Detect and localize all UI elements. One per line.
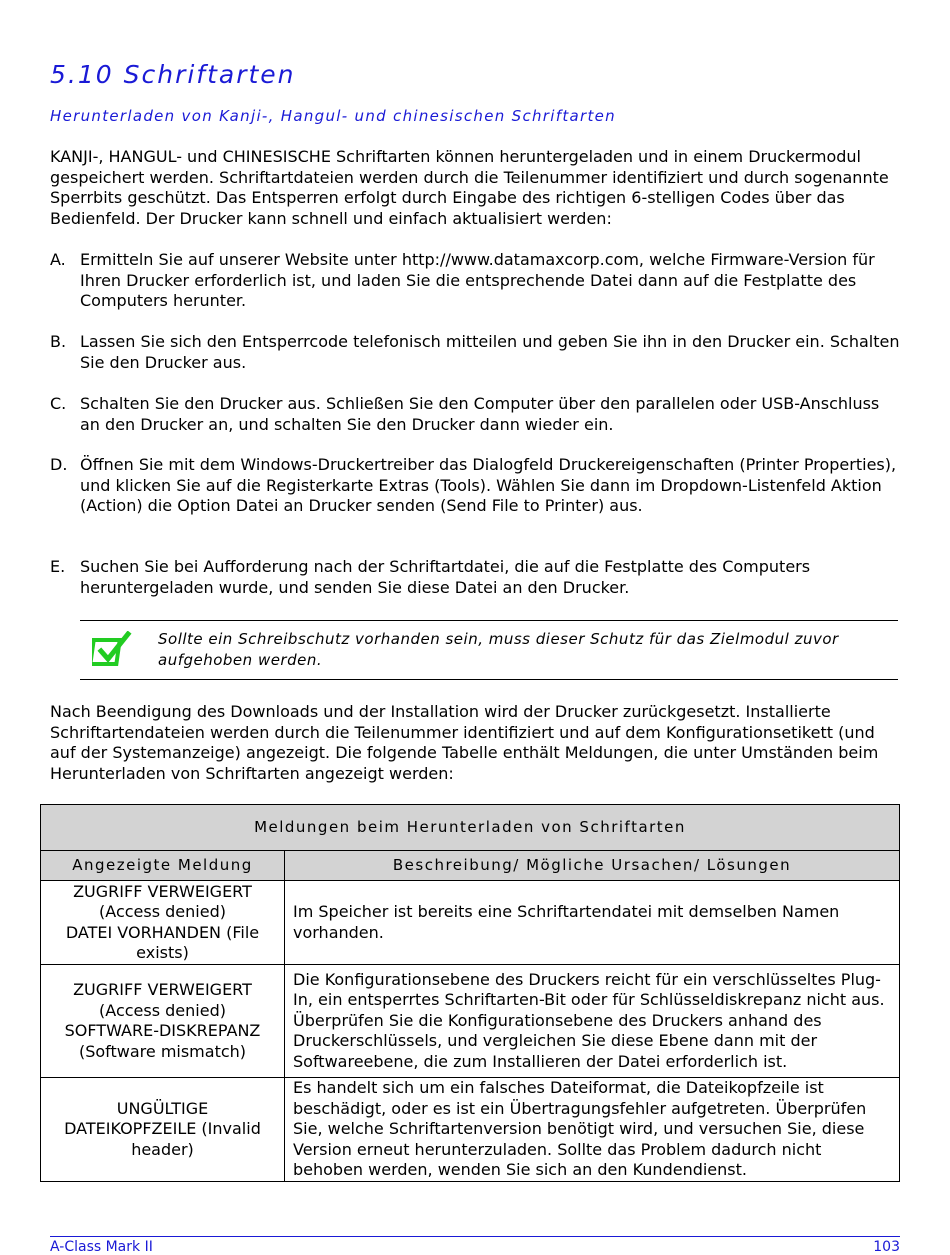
intro-paragraph: KANJI-, HANGUL- und CHINESISCHE Schriftarten können heruntergeladen und in einem Druckermodul gespeichert werden. Schriftartdateien werden durch die Teilenummer identifiziert und durch sogenannte Sperrbits geschützt. Das Entsperren erfolgt durch Eingabe des richtigen 6-stelligen Codes über das Bedienfeld. Der Drucker kann schnell und einfach aktualisiert werden: bbox=[50, 147, 889, 228]
list-item-letter: B. bbox=[50, 332, 67, 351]
table-caption: Meldungen beim Herunterladen von Schriftarten bbox=[41, 805, 900, 851]
description-cell: Es handelt sich um ein falsches Dateiformat, die Dateikopfzeile ist beschädigt, oder es ist ein Übertragungsfehler aufgetreten. Überprüfen Sie, welche Schriftartenversion benötigt wird, und versuchen Sie, diese Version erneut herunterzuladen. Sollte das Problem dadurch nicht behoben werden, wenden Sie sich an den Kundendienst. bbox=[285, 1078, 900, 1182]
page-number: 103 bbox=[873, 1239, 900, 1255]
description-cell: Die Konfigurationsebene des Druckers reicht für ein verschlüsseltes Plug-In, ein entsperrtes Schriftarten-Bit oder für Schlüsseldiskrepanz nicht aus. Überprüfen Sie die Konfigurationsebene des Druckers anhand des Druckerschlüssels, und vergleichen Sie diese Ebene dann mit der Softwareebene, die zum Installieren der Datei erforderlich ist. bbox=[285, 965, 900, 1078]
list-item-text: Suchen Sie bei Aufforderung nach der Schriftartdatei, die auf die Festplatte des Computers heruntergeladen wurde, und senden Sie diese Datei an den Drucker. bbox=[80, 557, 811, 597]
messages-table bbox=[40, 804, 900, 1182]
note-box bbox=[80, 620, 898, 680]
message-cell: UNGÜLTIGE DATEIKOPFZEILE (Invalid header) bbox=[41, 1078, 285, 1182]
table-row bbox=[41, 1078, 900, 1182]
table-row bbox=[41, 965, 900, 1078]
column-header: Beschreibung/ Mögliche Ursachen/ Lösungen bbox=[285, 851, 900, 881]
after-paragraph: Nach Beendigung des Downloads und der Installation wird der Drucker zurückgesetzt. Installierte Schriftartendateien werden durch die Teilenummer identifiziert und auf dem Konfigurationsetikett (und auf der Systemanzeige) angezeigt. Die folgende Tabelle enthält Meldungen, die unter Umständen beim Herunterladen von Schriftarten angezeigt werden: bbox=[50, 702, 879, 783]
footer-title: A-Class Mark II bbox=[50, 1239, 153, 1255]
table-row bbox=[41, 881, 900, 965]
message-cell: ZUGRIFF VERWEIGERT (Access denied) SOFTWARE-DISKREPANZ (Software mismatch) bbox=[41, 965, 285, 1078]
description-cell: Im Speicher ist bereits eine Schriftartendatei mit demselben Namen vorhanden. bbox=[285, 881, 900, 965]
column-header: Angezeigte Meldung bbox=[41, 851, 285, 881]
list-item-text: Lassen Sie sich den Entsperrcode telefonisch mitteilen und geben Sie ihn in den Drucker ein. Schalten Sie den Drucker aus. bbox=[80, 332, 900, 372]
list-item-letter: E. bbox=[50, 557, 66, 576]
list-item bbox=[50, 250, 900, 312]
list-item-letter: D. bbox=[50, 455, 68, 474]
section-subheading: Herunterladen von Kanji-, Hangul- und chinesischen Schriftarten bbox=[50, 107, 616, 125]
list-item-text: Schalten Sie den Drucker aus. Schließen Sie den Computer über den parallelen oder USB-Anschluss an den Drucker an, und schalten Sie den Drucker dann wieder ein. bbox=[80, 394, 880, 434]
list-item bbox=[50, 455, 900, 517]
list-item-text: Öffnen Sie mit dem Windows-Druckertreiber das Dialogfeld Druckereigenschaften (Printer Properties), und klicken Sie auf die Registerkarte Extras (Tools). Wählen Sie dann im Dropdown-Listenfeld Aktion (Action) die Option Datei an Drucker senden (Send File to Printer) aus. bbox=[80, 455, 897, 515]
list-item-letter: A. bbox=[50, 250, 66, 269]
list-item bbox=[50, 557, 900, 598]
list-item-letter: C. bbox=[50, 394, 67, 413]
footer-rule bbox=[50, 1236, 900, 1237]
checkmark-icon bbox=[92, 631, 132, 667]
list-item-text: Ermitteln Sie auf unserer Website unter http://www.datamaxcorp.com, welche Firmware-Version für Ihren Drucker erforderlich ist, und laden Sie die entsprechende Datei dann auf die Festplatte des Computers herunter. bbox=[80, 250, 875, 310]
message-cell: ZUGRIFF VERWEIGERT (Access denied) DATEI VORHANDEN (File exists) bbox=[41, 881, 285, 965]
note-text: Sollte ein Schreibschutz vorhanden sein, muss dieser Schutz für das Zielmodul zuvor aufgehoben werden. bbox=[158, 630, 839, 669]
list-item bbox=[50, 332, 900, 373]
section-heading: 5.10 Schriftarten bbox=[50, 60, 296, 89]
list-item bbox=[50, 394, 900, 435]
